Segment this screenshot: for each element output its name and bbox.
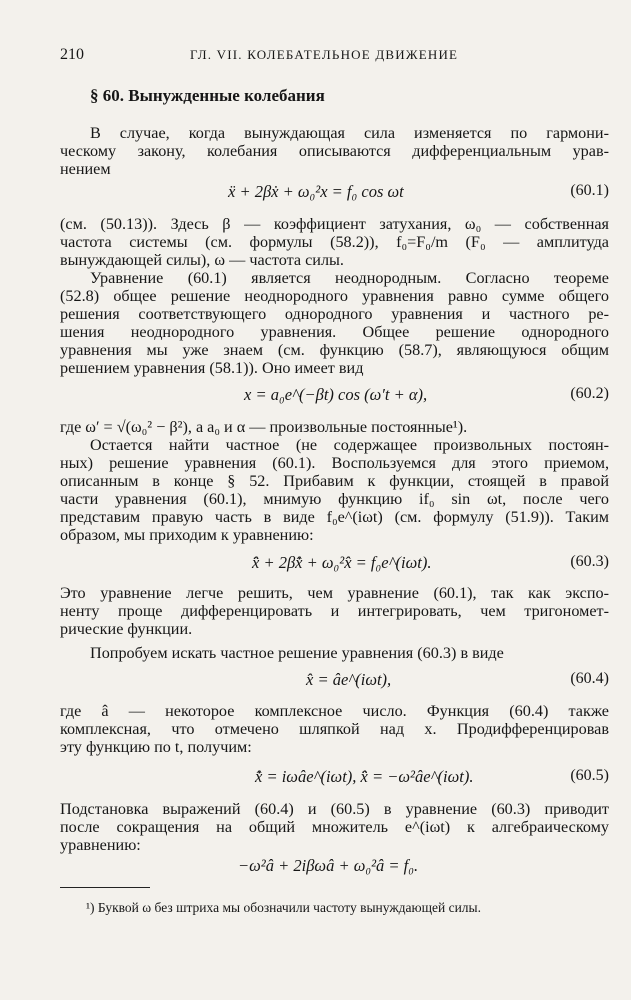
text-line: частота системы (см. формулы (58.2)), f₀=F₀/m (F₀ — амплитуда	[60, 233, 609, 251]
paragraph-complex	[60, 702, 609, 756]
text-line: уравнения мы уже знаем (см. функцию (58.7), являющуюся общим	[60, 341, 609, 359]
equation-60-3	[60, 553, 609, 575]
paragraph-general-solution	[60, 215, 609, 377]
text-line: ных) решение уравнения (60.1). Воспользуемся для этого приемом,	[60, 454, 609, 472]
equation-formula: x = a₀e^(−βt) cos (ω′t + α),	[244, 385, 428, 404]
equation-60-1	[60, 182, 609, 204]
equation-formula: x̂̈ + 2βx̂̇ + ω₀²x̂ = f₀e^(iωt).	[252, 553, 432, 572]
paragraph-intro	[60, 124, 609, 178]
equation-60-4	[60, 670, 609, 692]
text-line: нением	[60, 160, 111, 178]
running-head: ГЛ. VII. КОЛЕБАТЕЛЬНОЕ ДВИЖЕНИЕ	[190, 47, 459, 62]
text-line: ческому закону, колебания описываются дифференциальным урав-	[60, 142, 609, 160]
text-line: уравнению:	[60, 836, 141, 854]
paragraph-substitution	[60, 800, 609, 854]
text-line: представим правую часть в виде f₀e^(iωt) (см. формулу (51.9)). Таким	[60, 508, 609, 526]
page-header	[60, 46, 590, 66]
text-line: после сокращения на общий множитель e^(iωt) к алгебраическому	[60, 818, 609, 836]
text-line: где â — некоторое комплексное число. Функция (60.4) также	[60, 702, 609, 720]
equation-60-2	[60, 385, 609, 407]
text-line: Уравнение (60.1) является неоднородным. Согласно теореме	[90, 269, 609, 287]
equation-60-5	[60, 767, 609, 789]
section-title: § 60. Вынужденные колебания	[90, 86, 325, 105]
text-line: Попробуем искать частное решение уравнения (60.3) в виде	[90, 644, 504, 662]
paragraph-exponent	[60, 584, 609, 662]
text-line: решением уравнения (58.1)). Оно имеет вид	[60, 359, 364, 377]
footnote: ¹) Буквой ω без штриха мы обозначили частоту вынуждающей силы.	[86, 900, 481, 915]
text-line: (см. (50.13)). Здесь β — коэффициент затухания, ω₀ — собственная	[60, 215, 609, 233]
text-line: образом, мы приходим к уравнению:	[60, 526, 314, 544]
equation-number: (60.4)	[570, 670, 609, 687]
page-number: 210	[60, 46, 84, 63]
equation-number: (60.1)	[570, 182, 609, 199]
text-line: комплексная, что отмечено шляпкой над x. Продифференцировав	[60, 720, 609, 738]
footnote-divider	[60, 887, 150, 888]
equation-formula: −ω²â + 2iβωâ + ω₀²â = f₀.	[238, 856, 419, 875]
text-line: Подстановка выражений (60.4) и (60.5) в уравнение (60.3) приводит	[60, 800, 609, 818]
equation-algebraic	[60, 856, 609, 878]
text-line: Остается найти частное (не содержащее произвольных постоян-	[90, 436, 609, 454]
text-line: рические функции.	[60, 620, 193, 638]
equation-formula: x̂ = âe^(iωt),	[306, 670, 392, 689]
text-line: шения неоднородного уравнения. Общее решение однородного	[60, 323, 609, 341]
equation-number: (60.5)	[570, 767, 609, 784]
equation-number: (60.3)	[570, 553, 609, 570]
text-line: части уравнения (60.1), мнимую функцию if₀ sin ωt, после чего	[60, 490, 609, 508]
text-line: вынуждающей силы), ω — частота силы.	[60, 251, 344, 269]
text-line: В случае, когда вынуждающая сила изменяется по гармони-	[90, 124, 609, 142]
equation-formula: x̂̇ = iωâe^(iωt), x̂̈ = −ω²âe^(iωt).	[255, 767, 474, 786]
equation-number: (60.2)	[570, 385, 609, 402]
text-line: ненту проще дифференцировать и интегрировать, чем тригономет-	[60, 602, 609, 620]
text-line: где ω′ = √(ω₀² − β²), а a₀ и α — произвольные постоянные¹).	[60, 418, 468, 436]
text-line: Это уравнение легче решить, чем уравнение (60.1), так как экспо-	[60, 584, 609, 602]
paragraph-particular-solution	[60, 418, 609, 544]
text-line: решения соответствующего однородного уравнения и частного ре-	[60, 305, 609, 323]
text-line: (52.8) общее решение неоднородного уравнения равно сумме общего	[60, 287, 609, 305]
text-line: описанным в конце § 52. Прибавим к функции, стоящей в правой	[60, 472, 609, 490]
equation-formula: ẍ + 2βẋ + ω₀²x = f₀ cos ωt	[228, 182, 404, 201]
text-line: эту функцию по t, получим:	[60, 738, 252, 756]
